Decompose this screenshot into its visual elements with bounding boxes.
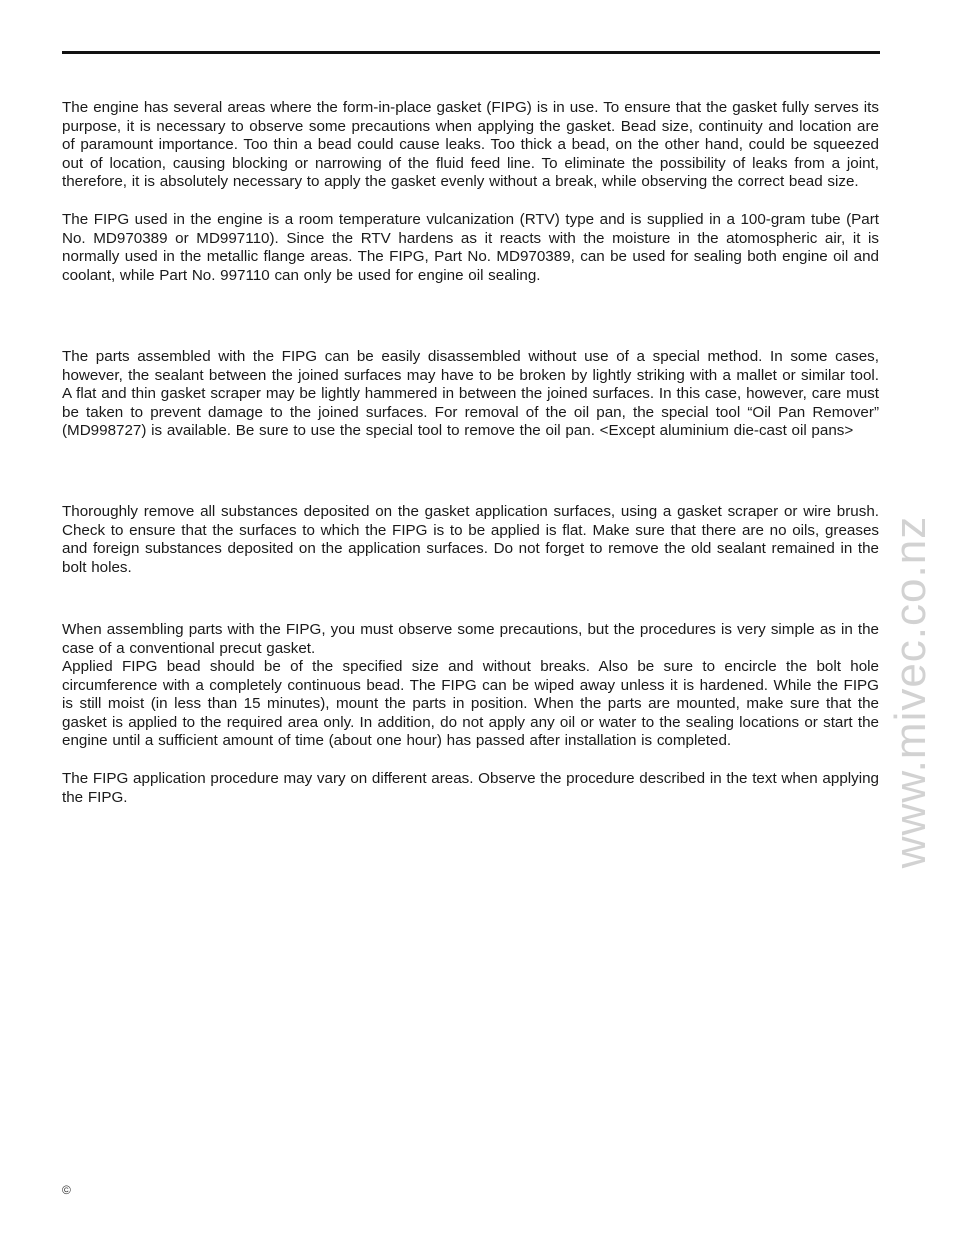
- paragraph-fipg-overview: The engine has several areas where the form-in-place gasket (FIPG) is in use. To ensure that the gasket fully serves its purpose, it is necessary to observe some precautions when applying the gasket. Bead size, continuity and location are of paramount importance. Too thin a bead could cause leaks. Too thick a bead, on the other hand, could be squeezed out of location, causing blocking or narrowing of the fluid feed line. To eliminate the possibility of leaks from a joint, therefore, it is absolutely necessary to apply the gasket evenly without a break, while observing the correct bead size.: [62, 99, 879, 191]
- paragraph-bead-application: Applied FIPG bead should be of the specified size and without breaks. Also be sure to encircle the bolt hole circumference with a completely continuous bead. The FIPG can be wiped away unless it is hardened. While the FIPG is still moist (in less than 15 minutes), mount the parts in position. When the parts are mounted, make sure that the gasket is applied to the required area only. In addition, do not apply any oil or water to the sealing locations or start the engine until a sufficient amount of time (about one hour) has passed after installation is completed.: [62, 658, 879, 750]
- paragraph-surface-preparation: Thoroughly remove all substances deposited on the gasket application surfaces, using a gasket scraper or wire brush. Check to ensure that the surfaces to which the FIPG is to be applied is flat. Make sure that there are no oils, greases and foreign substances deposited on the application surfaces. Do not forget to remove the old sealant remained in the bolt holes.: [62, 503, 879, 576]
- paragraph-assembly-intro: When assembling parts with the FIPG, you must observe some precautions, but the procedures is very simple as in the case of a conventional precut gasket.: [62, 621, 879, 657]
- header-rule: [62, 51, 880, 54]
- paragraph-procedure-note: The FIPG application procedure may vary on different areas. Observe the procedure described in the text when applying the FIPG.: [62, 770, 879, 806]
- paragraph-fipg-type: The FIPG used in the engine is a room temperature vulcanization (RTV) type and is supplied in a 100-gram tube (Part No. MD970389 or MD997110). Since the RTV hardens as it reacts with the moisture in the atomospheric air, it is normally used in the metallic flange areas. The FIPG, Part No. MD970389, can be used for sealing both engine oil and coolant, while Part No. 997110 can only be used for engine oil sealing.: [62, 211, 879, 284]
- paragraph-disassembly: The parts assembled with the FIPG can be easily disassembled without use of a special method. In some cases, however, the sealant between the joined surfaces may have to be broken by lightly striking with a mallet or similar tool. A flat and thin gasket scraper may be lightly hammered in between the joined surfaces. In this case, however, care must be taken to prevent damage to the joined surfaces. For removal of the oil pan, the special tool “Oil Pan Remover” (MD998727) is available. Be sure to use the special tool to remove the oil pan. <Except aluminium die-cast oil pans>: [62, 348, 879, 440]
- copyright-symbol: ©: [62, 1183, 71, 1197]
- website-watermark: www.mivec.co.nz: [886, 515, 935, 869]
